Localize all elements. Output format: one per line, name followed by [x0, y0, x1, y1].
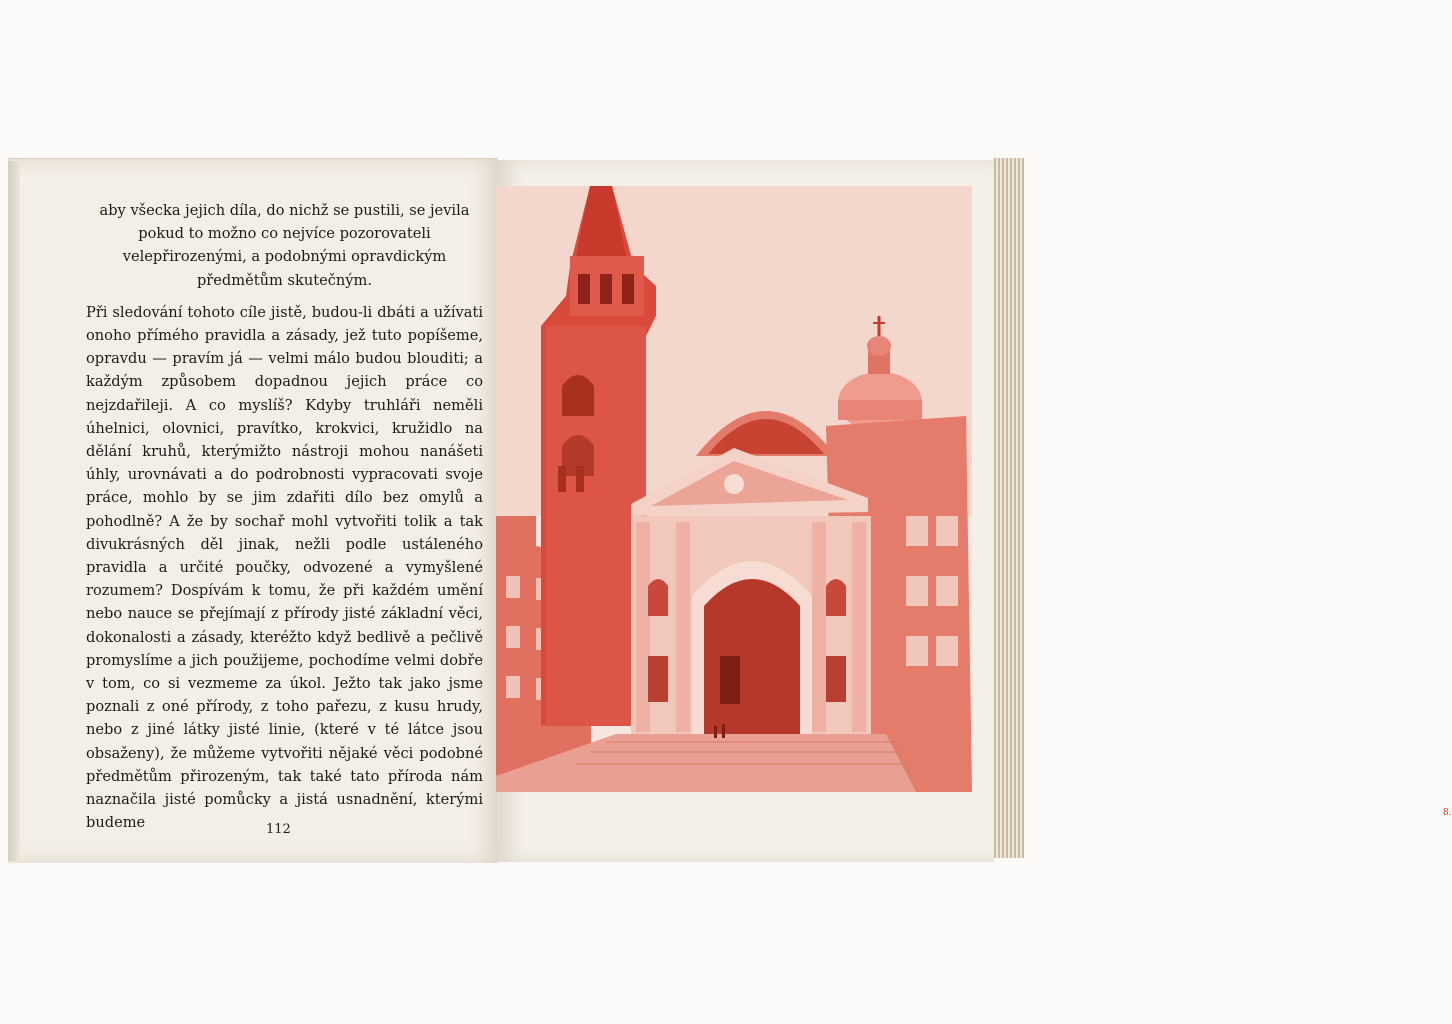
church-illustration [496, 186, 972, 792]
page-number: 112 [266, 822, 291, 837]
open-book [0, 158, 1452, 864]
paragraph-1: aby všecka jejich díla, do nichž se pustili, se jevila pokud to možno co nejvíce pozorovateli velepřirozenými, a podobnými opravdickým předmětům skutečným. [99, 202, 470, 289]
left-page [8, 158, 498, 863]
page-stack-edge [994, 158, 1024, 858]
plate-number: 8. [1443, 808, 1452, 818]
left-page-edge [8, 161, 20, 861]
paragraph-2: Při sledování tohoto cíle jistě, budou-li dbáti a užívati onoho přímého pravidla a zásady, jež tuto popíšeme, opravdu — pravím já — velmi málo budou blouditi; a každým způsobem dopadnou jejich práce co nejzdařileji. A co myslíš? Kdyby truhláři neměli úhelnici, olovnici, pravítko, krokvici, kružidlo na dělání kruhů, kterýmižto nástroji mohou nanášeti úhly, urovnávati a do podrobnosti vypracovati svoje práce, mohlo by se jim zdařiti dílo bez omylů a pohodlně? A že by sochař mohl vytvořiti tolik a tak divukrásných děl jinak, nežli podle ustáleného pravidla a určité poučky, odvozené a vymyšlené rozumem? Dospívám k tomu, že při každém umění nebo nauce se přejímají z přírody jisté základní věci, dokonalosti a zásady, kteréžto když bedlivě a pečlivě promyslíme a jich použijeme, pochodíme velmi dobře v tom, co si vezmeme za úkol. Ježto tak jako jsme poznali z oné přírody, z toho pařezu, z kusu hrudy, nebo z jiné látky jisté linie, (které v té látce jsou obsaženy), že můžeme vytvořiti nějaké věci podobné předmětům přirozeným, tak také tato příroda nám naznačila jisté pomůcky a jistá usnadnění, kterými budeme [86, 303, 483, 832]
body-text [86, 199, 483, 843]
